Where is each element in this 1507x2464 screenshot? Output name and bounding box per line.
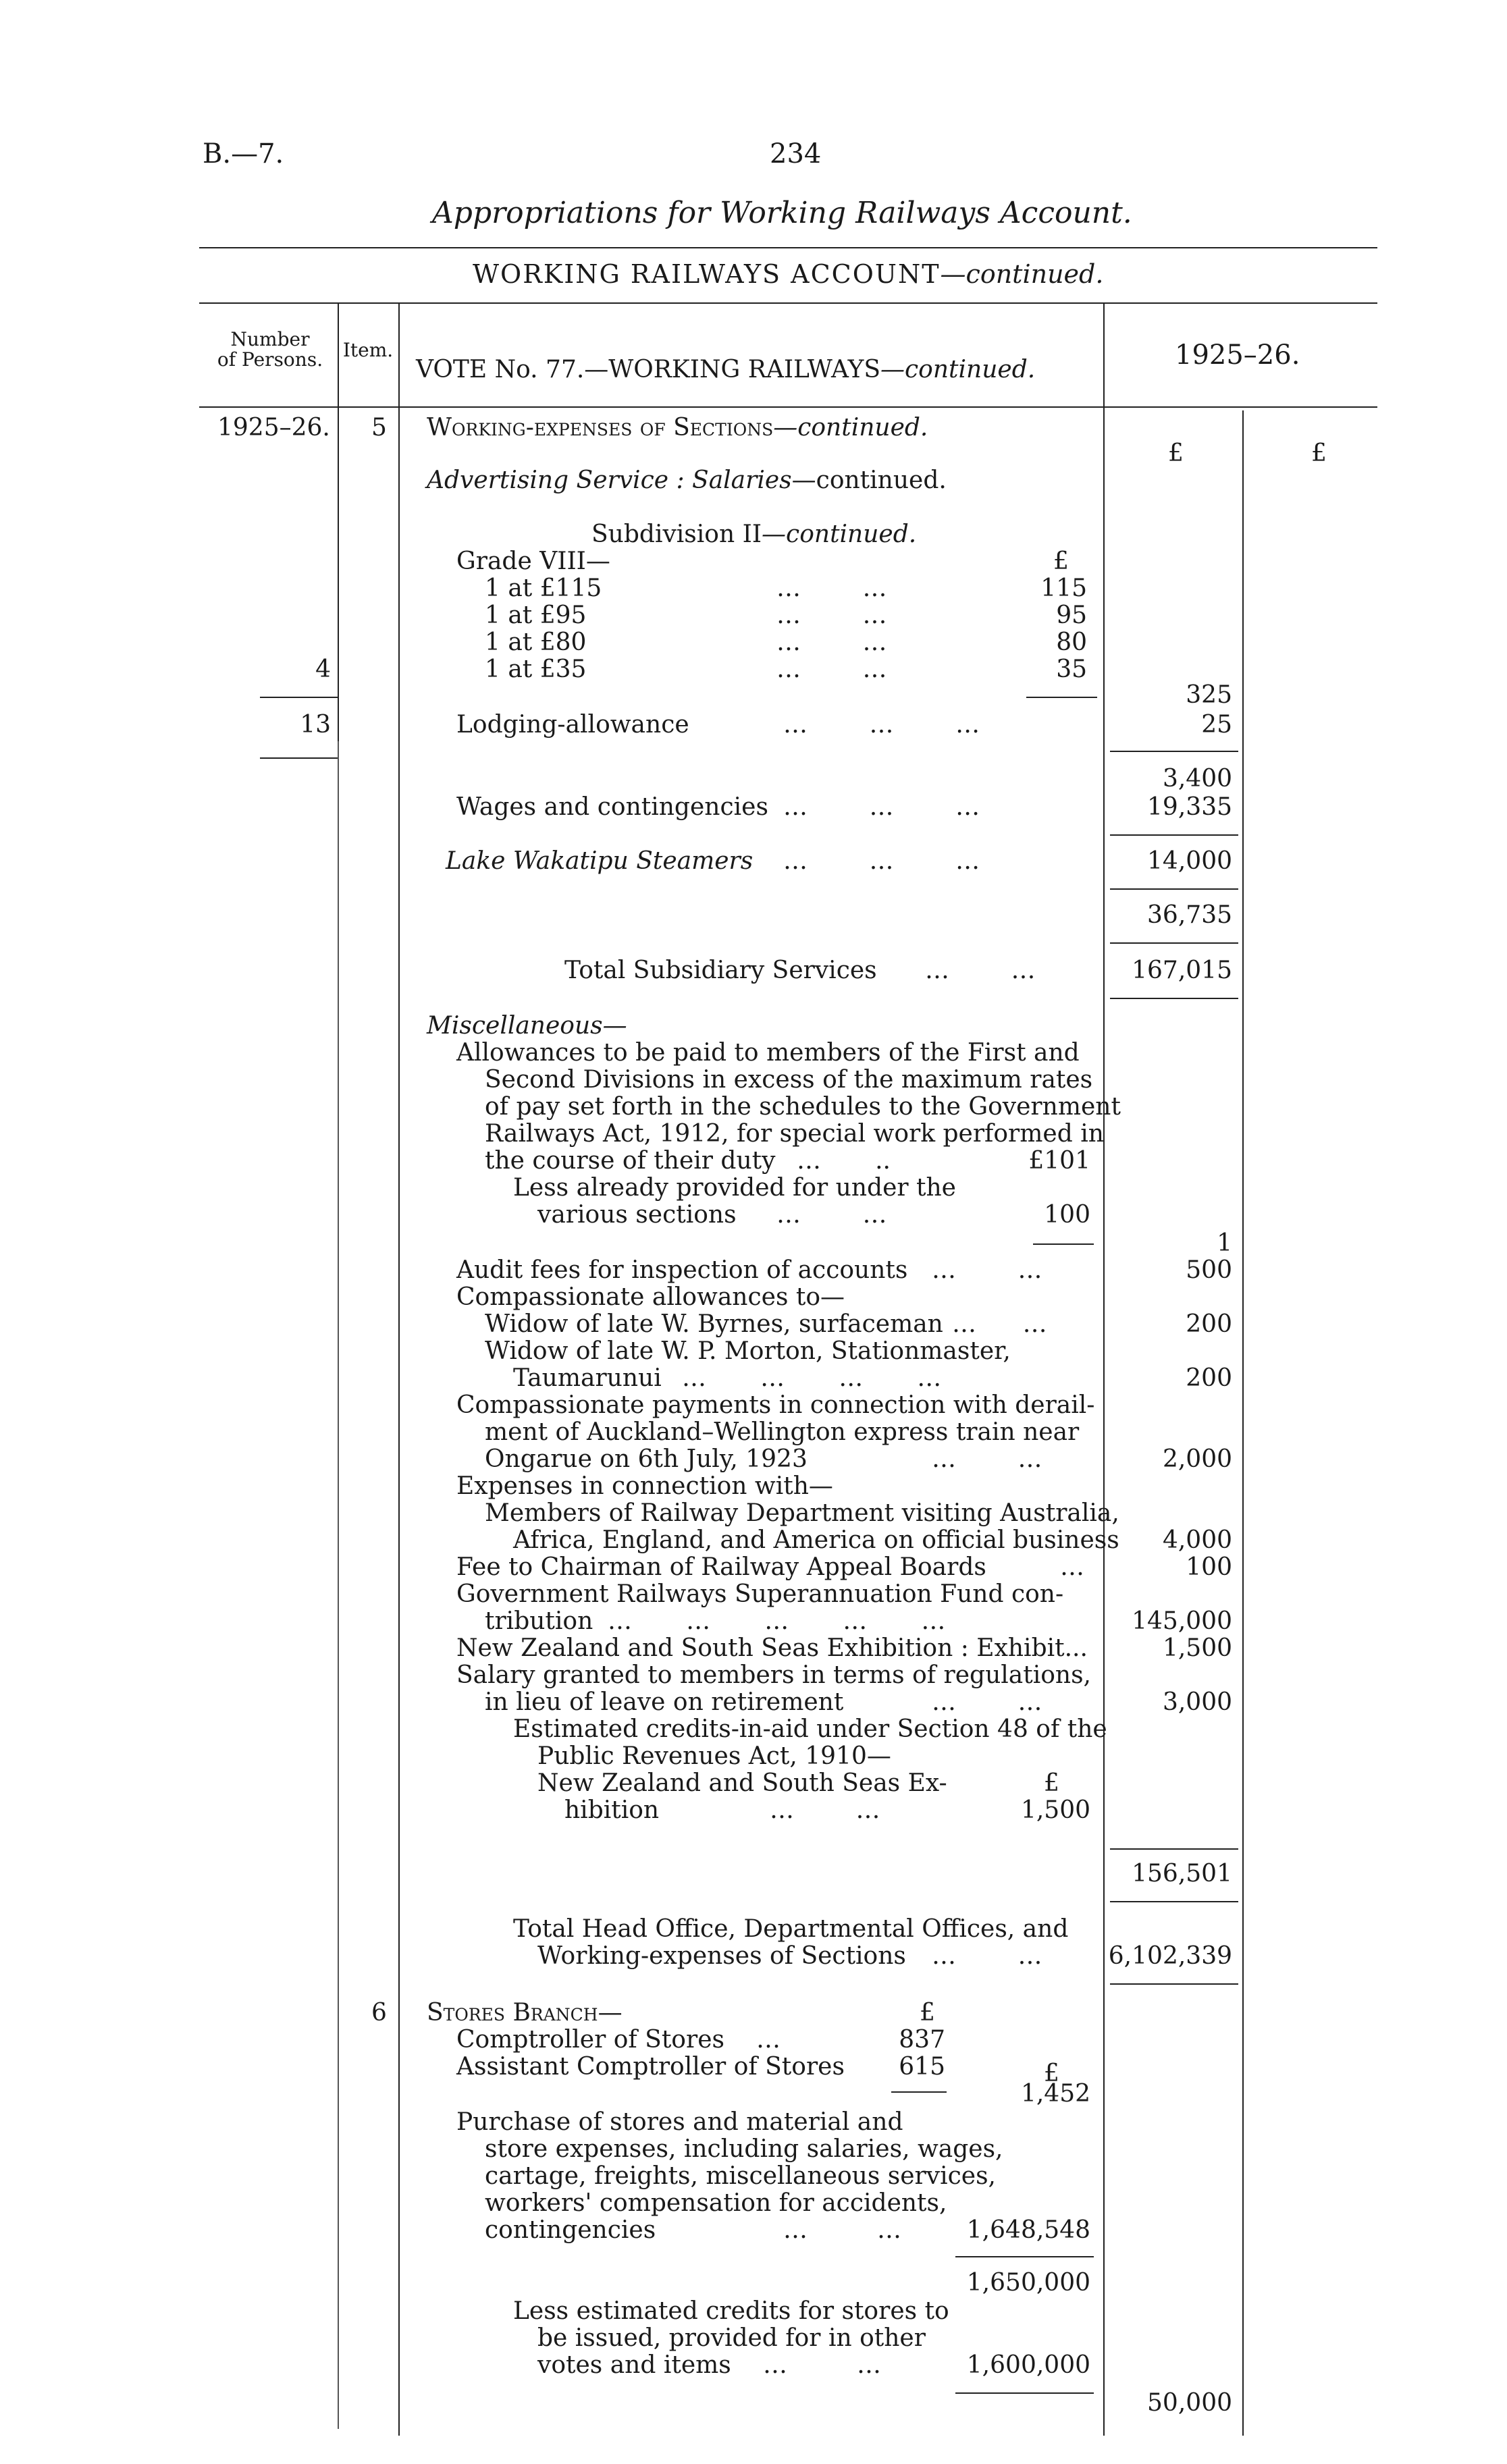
comptroller-amount: 837	[899, 2026, 945, 2054]
stores-currency-2: £	[1044, 2060, 1059, 2087]
subtitle-rule	[199, 302, 1377, 304]
leader-dots: … …	[776, 574, 887, 602]
lake-rule	[1110, 888, 1238, 890]
leader-dots: … … …	[783, 793, 980, 821]
super-line1: Government Railways Superannuation Fund con-	[456, 1580, 1064, 1608]
misc-total-rule-top	[1110, 1848, 1238, 1850]
grade-row-label: 1 at £95	[485, 601, 587, 629]
purchase-last: contingencies	[485, 2216, 656, 2244]
derail-line2: ment of Auckland–Wellington express train near	[485, 1418, 1080, 1446]
misc-allowances-last: the course of their duty	[485, 1147, 776, 1175]
grade-row-amount: 35	[1056, 655, 1087, 683]
derail-line1: Compassionate payments in connection with derail-	[456, 1391, 1095, 1419]
leader-dots: … …	[776, 655, 887, 683]
lake-label: Lake Wakatipu Steamers	[446, 847, 754, 875]
rule-item-vote	[398, 302, 400, 2436]
misc-less-amount: 100	[1044, 1201, 1090, 1229]
leader-dots: … …	[952, 1310, 1047, 1338]
expenses-amount: 4,000	[1162, 1526, 1232, 1554]
misc-allowances-line: Allowances to be paid to members of the First and	[456, 1039, 1080, 1067]
grade-row-amount: 80	[1056, 628, 1087, 656]
purchase-line: store expenses, including salaries, wages,	[485, 2135, 1003, 2163]
misc-less-line1: Less already provided for under the	[513, 1174, 956, 1202]
wages-rule	[1110, 834, 1238, 836]
lodging-amount: 25	[1201, 711, 1232, 739]
purchase-amount: 1,648,548	[966, 2216, 1090, 2244]
credits-amount: 1,500	[1020, 1796, 1090, 1824]
misc-less-rule	[1033, 1243, 1094, 1245]
stores-less-line3: votes and items	[537, 2351, 731, 2379]
col-item: Item.	[342, 339, 394, 361]
subtotal-rule	[1110, 751, 1238, 752]
misc-net-amount: 1	[1217, 1229, 1232, 1257]
derail-line3: Ongarue on 6th July, 1923	[485, 1445, 808, 1473]
advertising-heading: Advertising Service : Salaries—continued.	[427, 466, 947, 494]
grade-sum-rule	[1026, 697, 1097, 698]
assistant-amount: 615	[899, 2053, 945, 2081]
purchase-line: cartage, freights, miscellaneous services,	[485, 2162, 996, 2190]
grade-row-amount: 115	[1040, 574, 1087, 602]
stores-less-line1: Less estimated credits for stores to	[513, 2297, 949, 2325]
expenses-line2: Members of Railway Department visiting Australia,	[485, 1499, 1119, 1527]
subdivision-heading: Subdivision II—continued.	[591, 520, 917, 548]
fee-amount: 100	[1186, 1553, 1232, 1581]
leader-dots: … …	[776, 601, 887, 629]
misc-allowances-line: Railways Act, 1912, for special work performed in	[485, 1120, 1104, 1148]
widow2-line1: Widow of late W. P. Morton, Stationmaster,	[485, 1337, 1011, 1365]
section-subtitle: WORKING RAILWAYS ACCOUNT—continued.	[473, 259, 1104, 289]
credits-line1: Estimated credits-in-aid under Section 48 of the	[513, 1715, 1107, 1743]
subsidiary-rule	[1110, 942, 1238, 944]
misc-total: 156,501	[1132, 1860, 1232, 1887]
stores-less-rule	[955, 2392, 1094, 2394]
nz-exhibit-amount: 1,500	[1162, 1634, 1232, 1662]
fee-label: Fee to Chairman of Railway Appeal Boards	[456, 1553, 986, 1581]
leader-dots: … …	[770, 1796, 880, 1824]
widow2-line2: Taumarunui	[513, 1364, 662, 1392]
leader-dots: …	[756, 2026, 781, 2054]
item-number-6: 6	[371, 1999, 387, 2027]
widow1-amount: 200	[1186, 1310, 1232, 1338]
expenses-line1: Expenses in connection with—	[456, 1472, 833, 1500]
stores-less-line2: be issued, provided for in other	[537, 2324, 926, 2352]
lake-amount: 14,000	[1147, 847, 1232, 875]
expenses-line3: Africa, England, and America on official business	[513, 1526, 1119, 1554]
subtotal-36735: 36,735	[1147, 901, 1232, 929]
purchase-rule	[955, 2256, 1094, 2257]
leader-dots: … …	[932, 1942, 1042, 1970]
stores-less-amount: 1,600,000	[966, 2351, 1090, 2379]
stores-heading: Stores Branch—	[427, 1999, 623, 2027]
currency-col2: £	[1311, 439, 1327, 467]
grade-row-label: 1 at £115	[485, 574, 602, 602]
total-subsidiary-amount: 167,015	[1132, 957, 1232, 984]
derail-amount: 2,000	[1162, 1445, 1232, 1473]
audit-label: Audit fees for inspection of accounts	[456, 1256, 908, 1284]
total-subsidiary-label: Total Subsidiary Services	[564, 957, 877, 984]
lodging-persons: 13	[300, 711, 331, 739]
leader-dots: … … …	[783, 847, 980, 875]
grade-heading: Grade VIII—	[456, 547, 610, 575]
lodging-label: Lodging-allowance	[456, 711, 689, 739]
credits-currency: £	[1044, 1769, 1059, 1797]
leader-dots: … …	[932, 1688, 1042, 1716]
total-subsidiary-rule	[1110, 998, 1238, 999]
total-head-rule	[1110, 1983, 1238, 1985]
stores-gross: 1,650,000	[966, 2269, 1090, 2297]
item-number-5: 5	[371, 414, 387, 441]
assistant-label: Assistant Comptroller of Stores	[456, 2053, 845, 2081]
wages-amount: 19,335	[1147, 793, 1232, 821]
salary-line2: in lieu of leave on retirement	[485, 1688, 844, 1716]
col-year: 1925–26.	[1175, 340, 1300, 371]
leader-dots: … …	[925, 957, 1036, 984]
misc-allowances-line: Second Divisions in excess of the maximum rates	[485, 1066, 1093, 1094]
leader-dots: … …	[763, 2351, 881, 2379]
persons-total-rule	[260, 757, 338, 759]
col-persons-line2: of Persons.	[217, 348, 323, 371]
document-reference: B.—7.	[203, 138, 284, 169]
nz-exhibit-label: New Zealand and South Seas Exhibition : Exhibit...	[456, 1634, 1088, 1662]
super-amount: 145,000	[1132, 1607, 1232, 1635]
working-expenses-heading: Working-expenses of Sections—continued.	[427, 414, 928, 441]
total-head-line2: Working-expenses of Sections	[537, 1942, 906, 1970]
leader-dots: … …	[932, 1445, 1042, 1473]
col-vote: VOTE No. 77.—WORKING RAILWAYS—continued.	[416, 356, 1036, 383]
misc-total-rule-bottom	[1110, 1901, 1238, 1902]
grade-currency: £	[1053, 547, 1069, 575]
row-year: 1925–26.	[217, 414, 330, 441]
widow2-amount: 200	[1186, 1364, 1232, 1392]
stores-salaries-total: 1,452	[1020, 2080, 1090, 2108]
total-head-amount: 6,102,339	[1108, 1942, 1232, 1970]
rule-persons-item-lower	[338, 741, 339, 2429]
currency-col1: £	[1168, 439, 1184, 467]
widow1-label: Widow of late W. Byrnes, surfaceman	[485, 1310, 943, 1338]
salary-amount: 3,000	[1162, 1688, 1232, 1716]
col-persons-line1: Number	[230, 328, 310, 350]
misc-heading: Miscellaneous—	[427, 1012, 627, 1040]
salary-line1: Salary granted to members in terms of regulations,	[456, 1661, 1091, 1689]
grade-row-amount: 95	[1056, 601, 1087, 629]
audit-amount: 500	[1186, 1256, 1232, 1284]
stores-salaries-rule	[891, 2091, 947, 2093]
leader-dots: … …	[783, 2216, 901, 2244]
credits-line4: hibition	[564, 1796, 660, 1824]
grade-row-label: 1 at £35	[485, 655, 587, 683]
super-line2: tribution	[485, 1607, 593, 1635]
stores-net: 50,000	[1147, 2389, 1232, 2417]
header-rule	[199, 247, 1377, 248]
comptroller-label: Comptroller of Stores	[456, 2026, 724, 2054]
leader-dots: … …	[776, 628, 887, 656]
leader-dots: … … … …	[682, 1364, 942, 1392]
subtotal-3400: 3,400	[1162, 765, 1232, 793]
leader-dots: …	[1060, 1553, 1084, 1581]
credits-line3: New Zealand and South Seas Ex-	[537, 1769, 947, 1797]
page-title: Appropriations for Working Railways Account.	[432, 196, 1132, 230]
rule-amount-amount	[1242, 410, 1244, 2436]
total-head-line1: Total Head Office, Departmental Offices, and	[513, 1915, 1069, 1943]
leader-dots: … …	[776, 1201, 887, 1229]
persons-count: 4	[315, 655, 331, 683]
grade-row-label: 1 at £80	[485, 628, 587, 656]
column-header-rule	[199, 406, 1377, 408]
rule-persons-item	[338, 302, 339, 741]
leader-dots: … … … … …	[608, 1607, 946, 1635]
misc-allowances-amount: £101	[1028, 1147, 1090, 1175]
credits-line2: Public Revenues Act, 1910—	[537, 1742, 891, 1770]
leader-dots: … … …	[783, 711, 980, 739]
rule-vote-amount	[1103, 302, 1105, 2436]
misc-allowances-line: of pay set forth in the schedules to the Government	[485, 1093, 1121, 1121]
compassionate-allowances: Compassionate allowances to—	[456, 1283, 845, 1311]
misc-less-line2: various sections	[537, 1201, 737, 1229]
grade-total: 325	[1186, 681, 1232, 709]
purchase-line: Purchase of stores and material and	[456, 2108, 903, 2136]
stores-currency: £	[920, 1999, 935, 2027]
page-number: 234	[770, 138, 822, 169]
leader-dots: … ..	[797, 1147, 891, 1175]
purchase-line: workers' compensation for accidents,	[485, 2189, 947, 2217]
persons-rule	[260, 697, 338, 698]
wages-label: Wages and contingencies	[456, 793, 768, 821]
leader-dots: … …	[932, 1256, 1042, 1284]
